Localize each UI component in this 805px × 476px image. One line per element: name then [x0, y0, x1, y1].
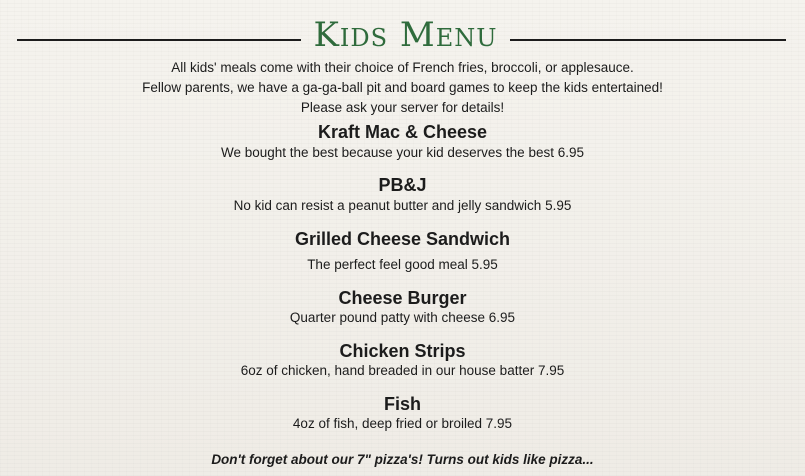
menu-item-name: Grilled Cheese Sandwich [294, 229, 511, 249]
pizza-note: Don't forget about our 7" pizza's! Turns out kids like pizza... [211, 452, 594, 467]
intro-line: Fellow parents, we have a ga-ga-ball pit and board games to keep the kids entertained! [142, 80, 663, 95]
menu-item-description: 4oz of fish, deep fried or broiled 7.95 [292, 416, 513, 431]
menu-header [0, 10, 805, 58]
title-divider-left [17, 39, 301, 41]
menu-item-description: Quarter pound patty with cheese 6.95 [289, 310, 516, 325]
intro-line: All kids' meals come with their choice of French fries, broccoli, or applesauce. [171, 60, 634, 75]
menu-item-description: 6oz of chicken, hand breaded in our house batter 7.95 [240, 363, 565, 378]
intro-line: Please ask your server for details! [300, 100, 505, 115]
menu-title: Kids Menu [313, 15, 498, 55]
title-divider-right [510, 39, 786, 41]
menu-item-description: The perfect feel good meal 5.95 [307, 257, 498, 272]
menu-item-name: Chicken Strips [339, 341, 466, 361]
menu-item-description: We bought the best because your kid deserves the best 6.95 [221, 145, 584, 160]
menu-item-description: No kid can resist a peanut butter and jelly sandwich 5.95 [233, 198, 572, 213]
menu-item-name: Fish [383, 394, 421, 414]
menu-intro [0, 58, 805, 118]
menu-item-name: PB&J [378, 175, 427, 195]
menu-item-name: Cheese Burger [338, 288, 467, 308]
menu-item-name: Kraft Mac & Cheese [317, 122, 488, 142]
